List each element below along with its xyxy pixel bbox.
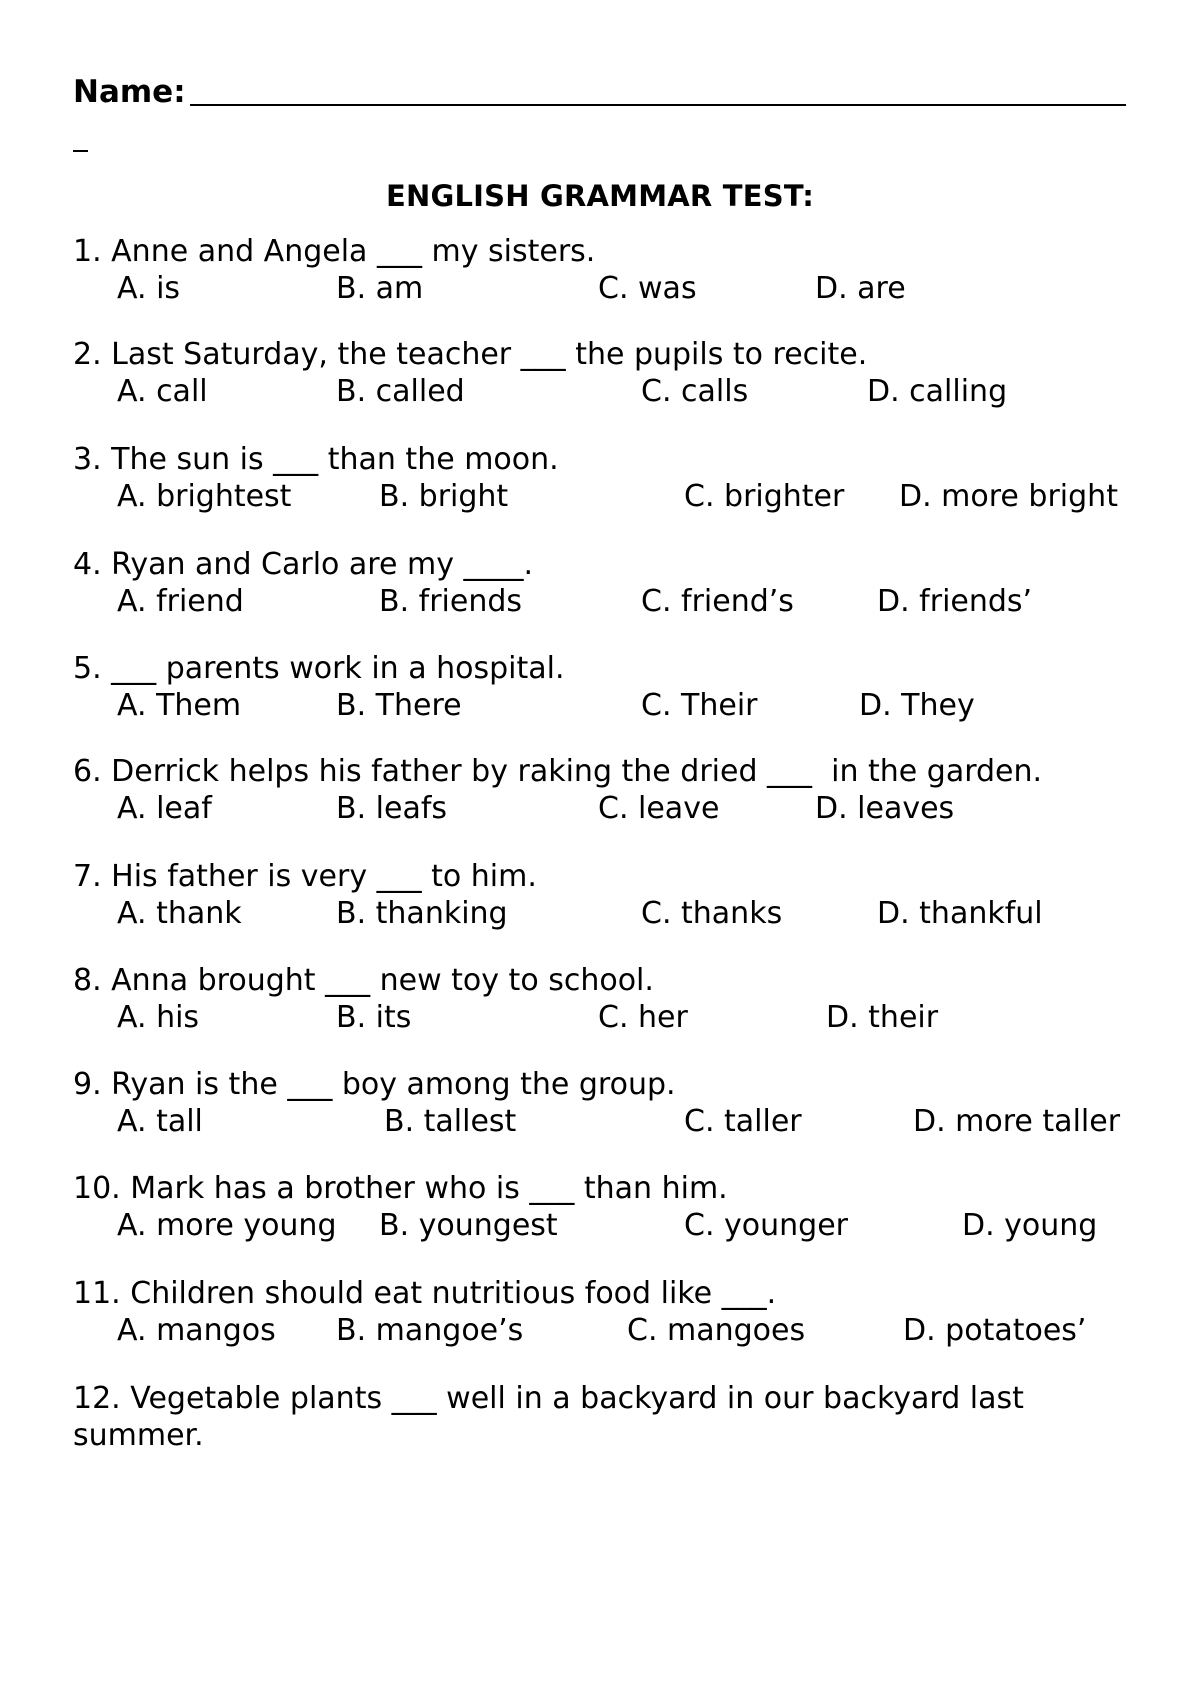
answer-option-b: B. thanking <box>336 896 508 931</box>
answer-option-d: D. young <box>962 1208 1098 1243</box>
answer-option-b: B. bright <box>379 479 509 514</box>
question-text: 6. Derrick helps his father by raking the dried ___ in the garden. <box>73 754 1043 789</box>
answer-option-a: A. leaf <box>117 791 212 826</box>
answer-option-b: B. tallest <box>384 1104 517 1139</box>
answer-option-c: C. Their <box>641 688 758 723</box>
answer-option-a: A. thank <box>117 896 242 931</box>
name-blank-line <box>190 104 1126 106</box>
answer-option-c: C. her <box>598 1000 688 1035</box>
answer-option-a: A. more young <box>117 1208 337 1243</box>
answer-option-d: D. more bright <box>899 479 1118 514</box>
answer-option-b: B. am <box>336 271 424 306</box>
answer-option-b: B. its <box>336 1000 412 1035</box>
answer-option-a: A. is <box>117 271 181 306</box>
answer-option-d: D. their <box>826 1000 939 1035</box>
answer-option-d: D. calling <box>867 374 1008 409</box>
answer-option-d: D. are <box>815 271 906 306</box>
question-text: 1. Anne and Angela ___ my sisters. <box>73 234 596 269</box>
name-label: Name: <box>73 74 186 110</box>
answer-option-a: A. friend <box>117 584 244 619</box>
answer-option-d: D. thankful <box>877 896 1043 931</box>
answer-option-a: A. tall <box>117 1104 203 1139</box>
test-title: ENGLISH GRAMMAR TEST: <box>385 179 815 213</box>
answer-option-b: B. youngest <box>379 1208 558 1243</box>
question-text: 3. The sun is ___ than the moon. <box>73 442 559 477</box>
answer-option-a: A. mangos <box>117 1313 276 1348</box>
answer-option-c: C. taller <box>684 1104 802 1139</box>
answer-option-a: A. Them <box>117 688 242 723</box>
answer-option-d: D. They <box>859 688 975 723</box>
question-text: 11. Children should eat nutritious food like ___. <box>73 1276 777 1311</box>
answer-option-c: C. younger <box>684 1208 848 1243</box>
question-text: 7. His father is very ___ to him. <box>73 859 537 894</box>
answer-option-c: C. thanks <box>641 896 783 931</box>
answer-option-c: C. brighter <box>684 479 845 514</box>
answer-option-c: C. mangoes <box>627 1313 806 1348</box>
answer-option-d: D. potatoes’ <box>903 1313 1087 1348</box>
question-text: 8. Anna brought ___ new toy to school. <box>73 963 654 998</box>
answer-option-b: B. friends <box>379 584 523 619</box>
question-text: 9. Ryan is the ___ boy among the group. <box>73 1067 676 1102</box>
name-blank-line-continuation <box>73 150 88 152</box>
answer-option-a: A. brightest <box>117 479 292 514</box>
answer-option-c: C. friend’s <box>641 584 794 619</box>
question-text: 10. Mark has a brother who is ___ than him. <box>73 1171 728 1206</box>
question-text: 12. Vegetable plants ___ well in a backyard in our backyard last summer. <box>73 1381 1034 1453</box>
question-text: 2. Last Saturday, the teacher ___ the pupils to recite. <box>73 337 868 372</box>
answer-option-a: A. call <box>117 374 208 409</box>
answer-option-c: C. calls <box>641 374 749 409</box>
question-text: 4. Ryan and Carlo are my ____. <box>73 547 534 582</box>
answer-option-b: B. There <box>336 688 462 723</box>
answer-option-d: D. leaves <box>815 791 955 826</box>
answer-option-d: D. friends’ <box>877 584 1033 619</box>
answer-option-b: B. leafs <box>336 791 448 826</box>
answer-option-d: D. more taller <box>913 1104 1121 1139</box>
answer-option-b: B. called <box>336 374 465 409</box>
answer-option-a: A. his <box>117 1000 200 1035</box>
answer-option-b: B. mangoe’s <box>336 1313 524 1348</box>
question-text: 5. ___ parents work in a hospital. <box>73 651 565 686</box>
answer-option-c: C. was <box>598 271 697 306</box>
answer-option-c: C. leave <box>598 791 720 826</box>
